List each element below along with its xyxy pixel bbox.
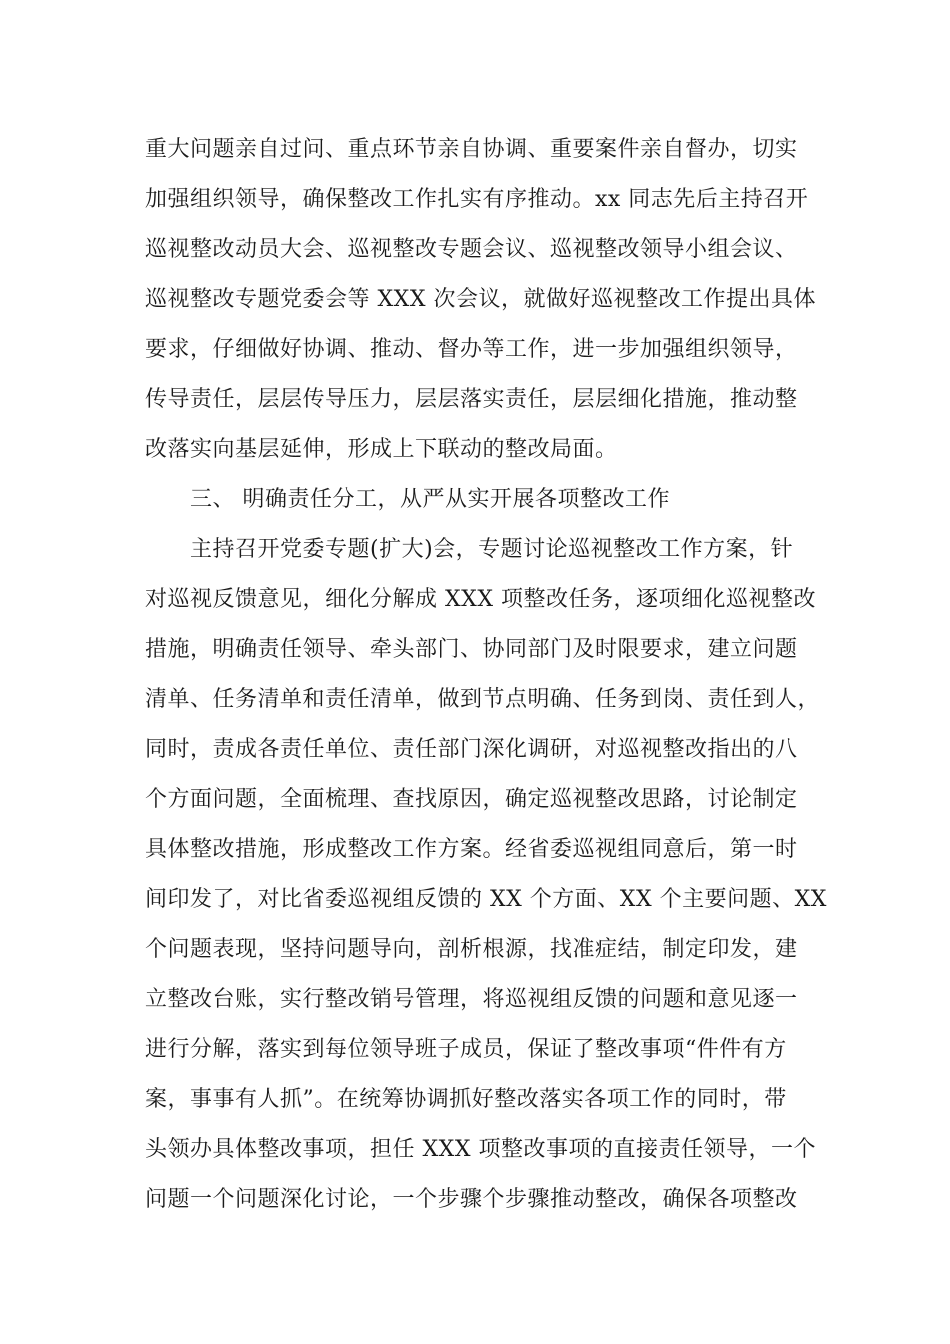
paragraph-line: 巡视整改专题党委会等 XXX 次会议，就做好巡视整改工作提出具体 <box>145 287 816 312</box>
paragraph-line: 传导责任，层层传导压力，层层落实责任，层层细化措施，推动整 <box>145 387 798 412</box>
paragraph-line: 巡视整改动员大会、巡视整改专题会议、巡视整改领导小组会议、 <box>145 237 798 262</box>
paragraph-line: 措施，明确责任领导、牵头部门、协同部门及时限要求，建立问题 <box>145 637 798 662</box>
paragraph-line: 改落实向基层延伸，形成上下联动的整改局面。 <box>145 437 618 462</box>
paragraph-line: 个方面问题，全面梳理、查找原因，确定巡视整改思路，讨论制定 <box>145 787 798 812</box>
section-heading: 三、 明确责任分工，从严从实开展各项整改工作 <box>190 487 670 512</box>
paragraph-line: 加强组织领导，确保整改工作扎实有序推动。xx 同志先后主持召开 <box>145 187 809 212</box>
paragraph-line: 对巡视反馈意见，细化分解成 XXX 项整改任务，逐项细化巡视整改 <box>145 587 816 612</box>
paragraph-line: 主持召开党委专题(扩大)会，专题讨论巡视整改工作方案，针 <box>190 537 794 562</box>
paragraph-line: 具体整改措施，形成整改工作方案。经省委巡视组同意后，第一时 <box>145 837 798 862</box>
paragraph-line: 问题一个问题深化讨论，一个步骤个步骤推动整改，确保各项整改 <box>145 1187 798 1212</box>
paragraph-line: 要求，仔细做好协调、推动、督办等工作，进一步加强组织领导， <box>145 337 798 362</box>
paragraph-line: 案，事事有人抓”。在统筹协调抓好整改落实各项工作的同时，带 <box>145 1087 787 1112</box>
paragraph-line: 立整改台账，实行整改销号管理，将巡视组反馈的问题和意见逐一 <box>145 987 798 1012</box>
paragraph-line: 重大问题亲自过问、重点环节亲自协调、重要案件亲自督办，切实 <box>145 137 798 162</box>
paragraph-line: 间印发了，对比省委巡视组反馈的 XX 个方面、XX 个主要问题、XX <box>145 887 827 912</box>
paragraph-line: 清单、任务清单和责任清单，做到节点明确、任务到岗、责任到人， <box>145 687 821 712</box>
paragraph-line: 同时，责成各责任单位、责任部门深化调研，对巡视整改指出的八 <box>145 737 798 762</box>
paragraph-line: 进行分解，落实到每位领导班子成员，保证了整改事项“件件有方 <box>145 1037 787 1062</box>
paragraph-line: 头领办具体整改事项，担任 XXX 项整改事项的直接责任领导，一个 <box>145 1137 816 1162</box>
paragraph-line: 个问题表现，坚持问题导向，剖析根源，找准症结，制定印发，建 <box>145 937 798 962</box>
